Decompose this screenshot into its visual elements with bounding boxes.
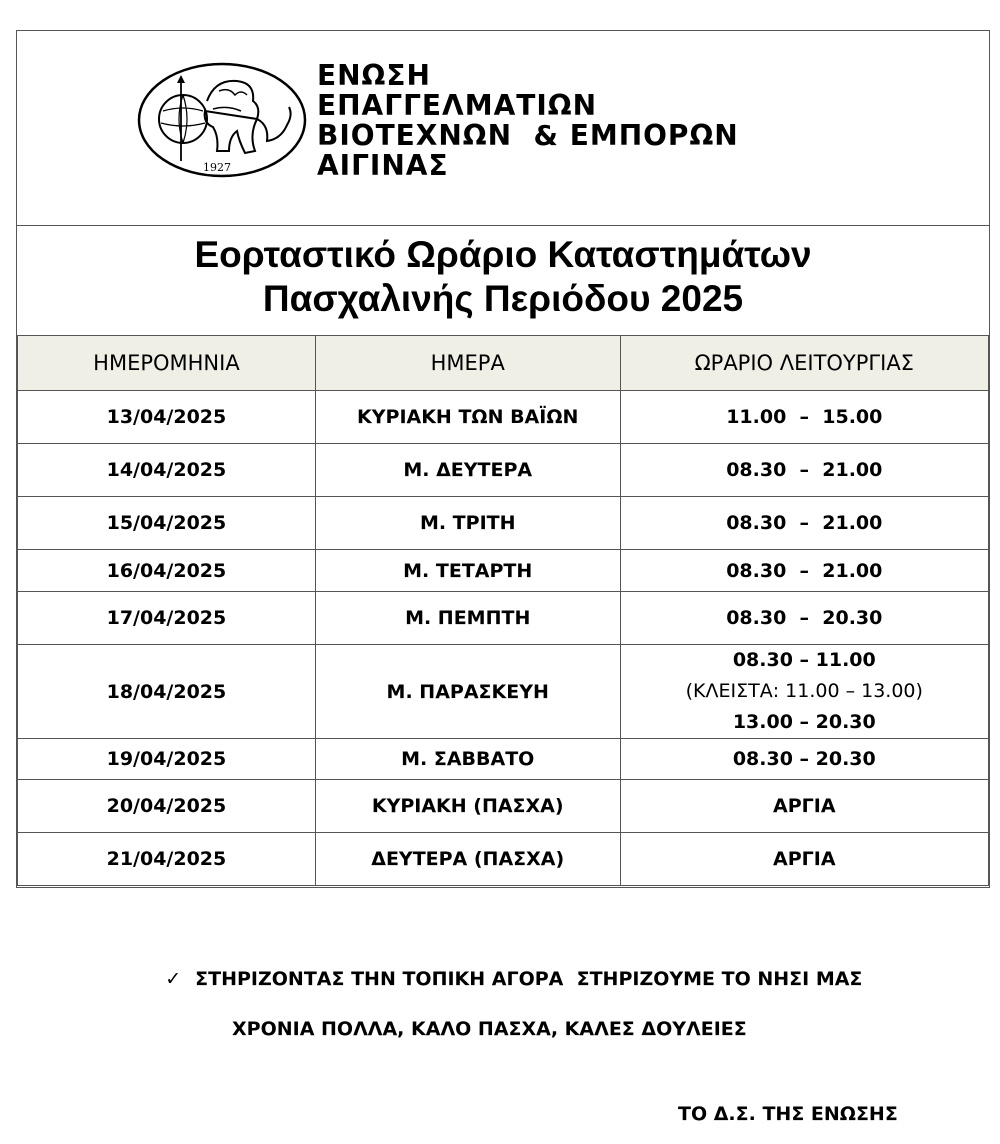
cell-date: 17/04/2025 <box>18 592 316 645</box>
header-day: ΗΜΕΡΑ <box>315 336 620 391</box>
cell-date: 15/04/2025 <box>18 497 316 550</box>
document-frame <box>16 30 990 888</box>
cell-day: Μ. ΔΕΥΤΕΡΑ <box>315 444 620 497</box>
signature-text: ΤΟ Δ.Σ. ΤΗΣ ΕΝΩΣΗΣ <box>678 1103 898 1125</box>
organization-line-4: ΑΙΓΙΝΑΣ <box>317 149 449 182</box>
organization-line-2: ΕΠΑΓΓΕΛΜΑΤΙΩΝ <box>317 89 597 122</box>
title-line-1: Εορταστικό Ωράριο Καταστημάτων <box>194 234 812 275</box>
organization-name <box>317 61 739 181</box>
cell-hours: 08.30 – 20.30 <box>620 592 988 645</box>
cell-hours: ΑΡΓΙΑ <box>620 833 988 886</box>
cell-day: ΚΥΡΙΑΚΗ ΤΩΝ ΒΑΪΩΝ <box>315 391 620 444</box>
table-row <box>18 444 989 497</box>
table-row <box>18 739 989 780</box>
cell-date: 18/04/2025 <box>18 645 316 739</box>
cell-date: 16/04/2025 <box>18 550 316 592</box>
cell-hours: 08.30 – 21.00 <box>620 444 988 497</box>
hours-afternoon: 13.00 – 20.30 <box>732 711 876 733</box>
table-header-row <box>18 336 989 391</box>
table-row <box>18 645 989 739</box>
cell-hours: 08.30 – 20.30 <box>620 739 988 780</box>
slogan-line <box>152 946 1000 990</box>
title-section <box>17 225 989 336</box>
hours-morning: 08.30 – 11.00 <box>732 649 876 671</box>
cell-day: Μ. ΠΑΡΑΣΚΕΥΗ <box>315 645 620 739</box>
holiday-schedule-table <box>17 335 989 886</box>
hours-closed-note: (ΚΛΕΙΣΤΑ: 11.00 – 13.00) <box>685 680 923 702</box>
header-hours: ΩΡΑΡΙΟ ΛΕΙΤΟΥΡΓΙΑΣ <box>620 336 988 391</box>
cell-day: Μ. ΤΕΤΑΡΤΗ <box>315 550 620 592</box>
cell-day: Μ. ΤΡΙΤΗ <box>315 497 620 550</box>
title-line-2: Πασχαλινής Περιόδου 2025 <box>262 278 744 319</box>
checkmark-icon: ✓ <box>165 968 182 990</box>
cell-date: 14/04/2025 <box>18 444 316 497</box>
table-row <box>18 780 989 833</box>
cell-hours-multi <box>620 645 988 739</box>
cell-day: ΔΕΥΤΕΡΑ (ΠΑΣΧΑ) <box>315 833 620 886</box>
cell-hours: 11.00 – 15.00 <box>620 391 988 444</box>
slogan-text: ΣΤΗΡΙΖΟΝΤΑΣ ΤΗΝ ΤΟΠΙΚΗ ΑΓΟΡΑ ΣΤΗΡΙΖΟΥΜΕ ΤΟ ΝΗΣΙ ΜΑΣ <box>195 968 863 990</box>
table-row <box>18 497 989 550</box>
organization-line-3: ΒΙΟΤΕΧΝΩΝ & ΕΜΠΟΡΩΝ <box>317 119 739 152</box>
table-row <box>18 833 989 886</box>
wishes-text: ΧΡΟΝΙΑ ΠΟΛΛΑ, ΚΑΛΟ ΠΑΣΧΑ, ΚΑΛΕΣ ΔΟΥΛΕΙΕΣ <box>232 1018 747 1040</box>
logo-year: 1927 <box>203 161 231 174</box>
cell-hours: 08.30 – 21.00 <box>620 497 988 550</box>
table-row <box>18 592 989 645</box>
cell-date: 13/04/2025 <box>18 391 316 444</box>
cell-date: 21/04/2025 <box>18 833 316 886</box>
cell-date: 20/04/2025 <box>18 780 316 833</box>
cell-day: Μ. ΠΕΜΠΤΗ <box>315 592 620 645</box>
table-row <box>18 550 989 592</box>
header <box>17 31 989 226</box>
cell-day: Μ. ΣΑΒΒΑΤΟ <box>315 739 620 780</box>
lion-emblem-logo <box>137 61 307 179</box>
cell-hours: 08.30 – 21.00 <box>620 550 988 592</box>
cell-day: ΚΥΡΙΑΚΗ (ΠΑΣΧΑ) <box>315 780 620 833</box>
cell-hours: ΑΡΓΙΑ <box>620 780 988 833</box>
organization-line-1: ΕΝΩΣΗ <box>317 59 431 92</box>
table-row <box>18 391 989 444</box>
cell-date: 19/04/2025 <box>18 739 316 780</box>
header-date: ΗΜΕΡΟΜΗΝΙΑ <box>18 336 316 391</box>
